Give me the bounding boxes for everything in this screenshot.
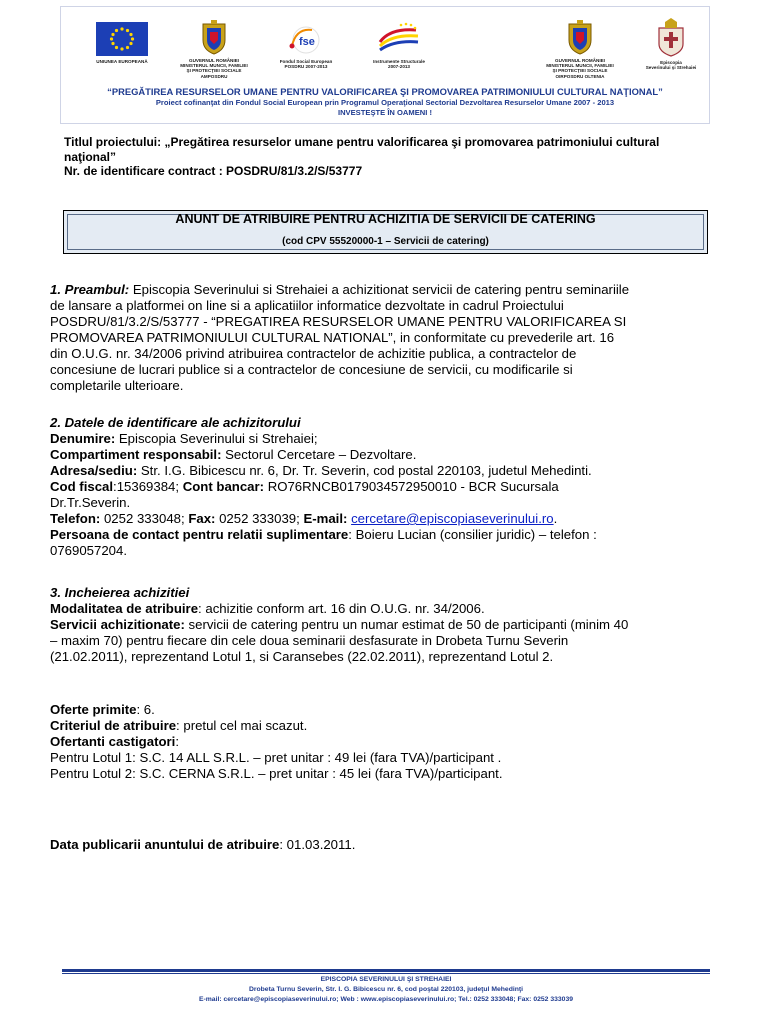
oir-logo-caption: GUVERNUL ROMÂNIEI MINISTERUL MUNCII, FAMILIEI ŞI PROTECŢIEI SOCIALE OIRPOSDRU OLTENIA xyxy=(546,58,614,79)
lot-2-winner: Pentru Lotul 2: S.C. CERNA S.R.L. – pret unitar : 45 lei (fara TVA)/participant. xyxy=(50,766,503,781)
svg-text:fse: fse xyxy=(299,36,315,48)
footer-divider xyxy=(62,969,710,972)
announcement-title: ANUNT DE ATRIBUIRE PENTRU ACHIZITIA DE SERVICII DE CATERING xyxy=(175,212,596,226)
slogan: INVESTEŞTE ÎN OAMENI ! xyxy=(337,108,433,117)
romania-coat-of-arms-icon-2 xyxy=(566,20,594,56)
fse-logo-caption: Fondul Social European POSDRU 2007-2013 xyxy=(279,59,333,70)
contract-number: Nr. de identificare contract : POSDRU/81/3.2/S/53777 xyxy=(64,164,363,178)
episcopia-crest-icon xyxy=(655,18,687,58)
preamble-label: 1. Preambul: xyxy=(50,282,130,297)
fse-logo-icon xyxy=(286,24,326,56)
preamble-section: 1. Preambul: Episcopia Severinului si Strehaiei a achizitionat servicii de catering pentru seminariile de lansare a platformei on line si a aplicatiilor informatice dezvoltate in cadrul Proiectului POSDRU/81/3.2/S/53777 - “PREGATIREA RESURSELOR UMANE PENTRU VALORIFICAREA SI PROMOVAREA PATRIMONIULUI CULTURAL NATIONAL”, in conformitate cu prevederile art. 16 din O.U.G. nr. 34/2006 privind atribuirea contractelor de achizitie publica, a contractelor de concesiune de lucrari publice si a contractelor de concesiune de servicii, cu modificarile si completarile ulterioare. xyxy=(50,282,630,393)
identification-section: 2. Datele de identificare ale achizitorului Denumire: Episcopia Severinului si Strehaiei; Compartiment responsabil: Sectorul Cercetare – Dezvoltare. Adresa/sediu: Str. I.G. Bibicescu nr. 6, Dr. Tr. Severin, cod postal 220103, judetul Mehedinti. Cod fiscal:15369384; Cont bancar: RO76RNCB0179034572950010 - BCR Sucursala Dr.Tr.Severin. Telefon: 0252 333048; Fax: 0252 333039; E-mail: cercetare@episcopiaseverinului.ro. Persoana de contact pentru relatii suplimentare: Boieru Lucian (consilier juridic) – telefon : 0769057204. xyxy=(50,415,764,559)
identification-title: 2. Datele de identificare ale achizitorului xyxy=(50,415,301,430)
romania-coat-of-arms-icon xyxy=(200,20,228,56)
footer-divider-thin xyxy=(62,973,710,974)
conclusion-section: 3. Incheierea achizitiei Modalitatea de atribuire: achizitie conform art. 16 din O.U.G. nr. 34/2006. Servicii achizitionate: servicii de catering pentru un numar estimat de 50 de participanti (minim 40 – maxim 70) pentru fiecare din cele doua seminarii desfasurate in Drobeta Turnu Severin (21.02.2011), reprezentand Lotul 1, si Caransebes (22.02.2011), reprezentand Lotul 2. xyxy=(50,585,764,665)
project-title: Titlul proiectului: „Pregătirea resurselor umane pentru valorificarea şi promovarea patrimoniului cultural naţional” Nr. de identificare contract : POSDRU/81/3.2/S/53777 xyxy=(64,135,744,179)
footer-address: Drobeta Turnu Severin, Str. I. G. Bibicescu nr. 6, cod poştal 220103, judeţul Mehedinţi xyxy=(248,986,524,993)
project-banner-title: “PREGĂTIREA RESURSELOR UMANE PENTRU VALORIFICAREA ŞI PROMOVAREA PATRIMONIULUI CULTURAL NAŢIONAL” xyxy=(107,86,663,97)
ministry-logo-caption: GUVERNUL ROMÂNIEI MINISTERUL MUNCII, FAMILIEI ŞI PROTECŢIEI SOCIALE AMPOSDRU xyxy=(180,58,248,79)
footer-contacts: E-mail: cercetare@episcopiaseverinului.ro; Web : www.episcopiaseverinului.ro; Tel.: 0252 333048; Fax: 0252 333039 xyxy=(198,996,574,1003)
email-link[interactable]: cercetare@episcopiaseverinului.ro xyxy=(351,511,554,526)
episcopia-logo-caption: Episcopia Severinului şi Strehaiei xyxy=(645,60,697,71)
eu-flag-icon xyxy=(96,22,148,56)
footer-org: EPISCOPIA SEVERINULUI ŞI STREHAIEI xyxy=(320,976,452,983)
announcement-subtitle: (cod CPV 55520000-1 – Servicii de catering) xyxy=(282,236,489,247)
structural-instruments-caption: Instrumente Structurale 2007-2013 xyxy=(373,59,425,70)
offers-section: Oferte primite: 6. Criteriul de atribuire: pretul cel mai scazut. Ofertanti castigatori: Pentru Lotul 1: S.C. 14 ALL S.R.L. – pret unitar : 49 lei (fara TVA)/participant . Pentru Lotul 2: S.C. CERNA S.R.L. – pret unitar : 45 lei (fara TVA)/participant. xyxy=(50,702,764,782)
cofinance-line: Proiect cofinanţat din Fondul Social European prin Programul Operaţional Sectorial Dezvoltarea Resurselor Umane 2007 - 2013 xyxy=(155,98,615,107)
conclusion-title: 3. Incheierea achizitiei xyxy=(50,585,190,600)
eu-logo-caption: UNIUNEA EUROPEANĂ xyxy=(96,59,148,64)
lot-1-winner: Pentru Lotul 1: S.C. 14 ALL S.R.L. – pret unitar : 49 lei (fara TVA)/participant . xyxy=(50,750,502,765)
structural-instruments-icon xyxy=(376,20,422,58)
publication-date: Data publicarii anuntului de atribuire: 01.03.2011. xyxy=(50,837,356,852)
